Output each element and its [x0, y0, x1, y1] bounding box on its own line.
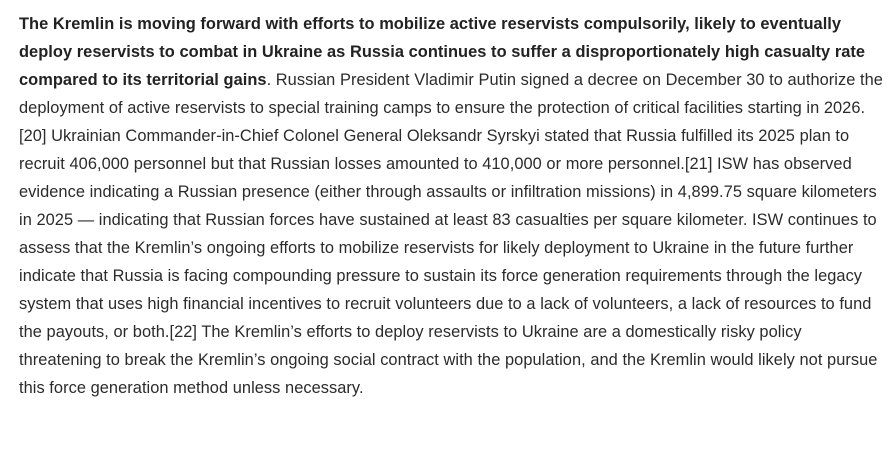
paragraph-body: . Russian President Vladimir Putin signed a decree on December 30 to authorize the deployment of active reservists to special training camps to ensure the protection of critical facilities starting in 2026.[20] Ukrainian Commander-in-Chief Colonel General Oleksandr Syrskyi stated that Russia fulfilled its 2025 plan to recruit 406,000 personnel but that Russian losses amounted to 410,000 or more personnel.[21] ISW has observed evidence indicating a Russian presence (either through assaults or infiltration missions) in 4,899.75 square kilometers in 2025 — indicating that Russian forces have sustained at least 83 casualties per square kilometer. ISW continues to assess that the Kremlin’s ongoing efforts to mobilize reservists for likely deployment to Ukraine in the future further indicate that Russia is facing compounding pressure to sustain its force generation requirements through the legacy system that uses high financial incentives to recruit volunteers due to a lack of volunteers, a lack of resources to fund the payouts, or both.[22] The Kremlin’s efforts to deploy reservists to Ukraine are a domestically risky policy threatening to break the Kremlin’s ongoing social contract with the population, and the Kremlin would likely not pursue this force generation method unless necessary. — [19, 71, 883, 397]
paragraph-lede: The Kremlin is moving forward with efforts to mobilize active reservists compulsorily, likely to eventually deploy reservists to combat in Ukraine as Russia continues to suffer a disproportionately high casualty rate compared to its territorial gains — [19, 15, 866, 89]
article-paragraph — [19, 10, 884, 402]
